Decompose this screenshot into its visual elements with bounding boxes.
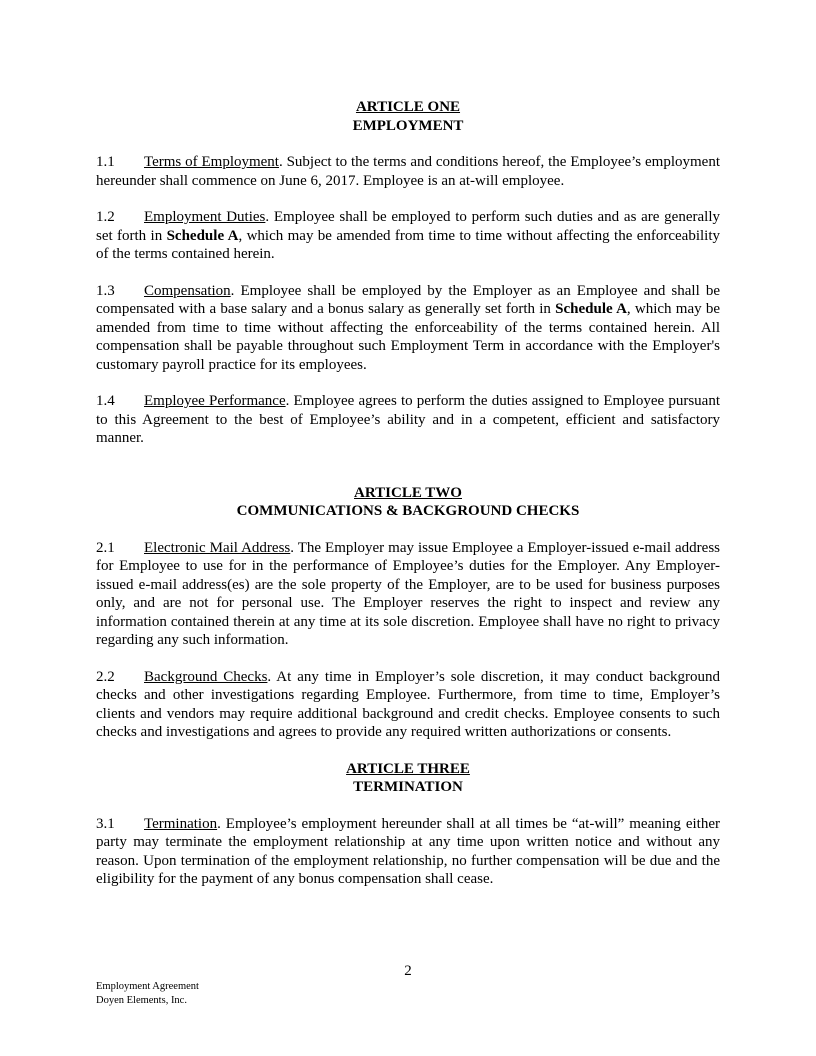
schedule-reference: Schedule A [555, 301, 627, 317]
section-text: . Employee’s employment hereunder shall at all times be “at-will” meaning either party may terminate the employment relationship at any time upon written notice and without any reason. Upon termination of the employment relationship, no further compensation will be due and the eligibility for the payment of any bonus compensation shall cease. [96, 815, 720, 887]
section-text: . Subject to the terms and conditions hereof, the Employee’s employment hereunder shall commence on June 6, 2017. Employee is an at-will employee. [96, 154, 720, 189]
section-title: Electronic Mail Address [144, 539, 291, 556]
section-1-3 [96, 282, 720, 375]
section-number: 1.1 [96, 154, 115, 170]
section-3-1 [96, 815, 720, 889]
article-title: EMPLOYMENT [352, 117, 464, 134]
section-title: Termination [144, 815, 218, 832]
section-1-1 [96, 153, 720, 190]
section-2-1 [96, 539, 720, 650]
article-three-heading [96, 760, 720, 797]
section-text: , which may be amended from time to time without affecting the enforceability of the terms contained herein. All compensation shall be payable throughout such Employment Term in accordance with the Employer's customary payroll practice for its employees. [96, 301, 721, 373]
section-text: . Employee shall be employed to perform such duties and as are generally set forth in [96, 209, 720, 244]
section-text: . Employee agrees to perform the duties assigned to Employee pursuant to this Agreement to the best of Employee’s ability and in a competent, efficient and satisfactory manner. [96, 393, 720, 446]
section-2-2 [96, 668, 720, 742]
section-title: Background Checks [144, 668, 268, 685]
section-number: 2.1 [96, 539, 115, 556]
section-title: Employment Duties [144, 209, 266, 225]
article-number: ARTICLE THREE [346, 760, 470, 777]
section-text: . The Employer may issue Employee a Employer-issued e-mail address for Employee to use for in the performance of Employee’s duties for the Employer. Any Employer-issued e-mail address(es) are the sole property of the Employer, are to be used for business purposes only, and are not for personal use. The Employer reserves the right to inspect and review any information contained therein at any time at its sole discretion. Employee shall have no right to privacy regarding any such information. [96, 539, 721, 648]
section-text: , which may be amended from time to time without affecting the enforceability of the terms contained herein. [96, 227, 721, 262]
section-title: Compensation [144, 282, 231, 299]
article-number: ARTICLE TWO [354, 484, 462, 501]
section-1-4 [96, 392, 720, 448]
section-number: 3.1 [96, 815, 115, 832]
section-text: . At any time in Employer’s sole discretion, it may conduct background checks and other investigations regarding Employee. Furthermore, from time to time, Employer’s clients and vendors may require additional background and credit checks. Employee consents to such checks and investigations and agrees to provide any required written authorizations or consents. [96, 668, 720, 740]
article-number: ARTICLE ONE [355, 99, 461, 115]
article-one-heading [96, 98, 720, 135]
schedule-reference: Schedule A [166, 227, 239, 244]
article-two-heading [96, 484, 720, 521]
section-number: 1.2 [96, 209, 115, 225]
section-number: 2.2 [96, 668, 115, 685]
footer-company-name: Doyen Elements, Inc. [96, 995, 187, 1006]
section-number: 1.4 [96, 393, 115, 409]
footer [96, 980, 199, 1008]
article-title: COMMUNICATIONS & BACKGROUND CHECKS [236, 503, 580, 519]
footer-document-title: Employment Agreement [96, 981, 199, 992]
section-text: . Employee shall be employed by the Employer as an Employee and shall be compensated with a base salary and a bonus salary as generally set forth in [96, 282, 720, 317]
section-title: Employee Performance [144, 393, 286, 409]
document-body [96, 96, 720, 889]
page-number: 2 [404, 963, 412, 979]
section-1-2 [96, 208, 720, 264]
section-number: 1.3 [96, 282, 115, 299]
article-title: TERMINATION [353, 779, 463, 795]
section-title: Terms of Employment [144, 154, 279, 170]
